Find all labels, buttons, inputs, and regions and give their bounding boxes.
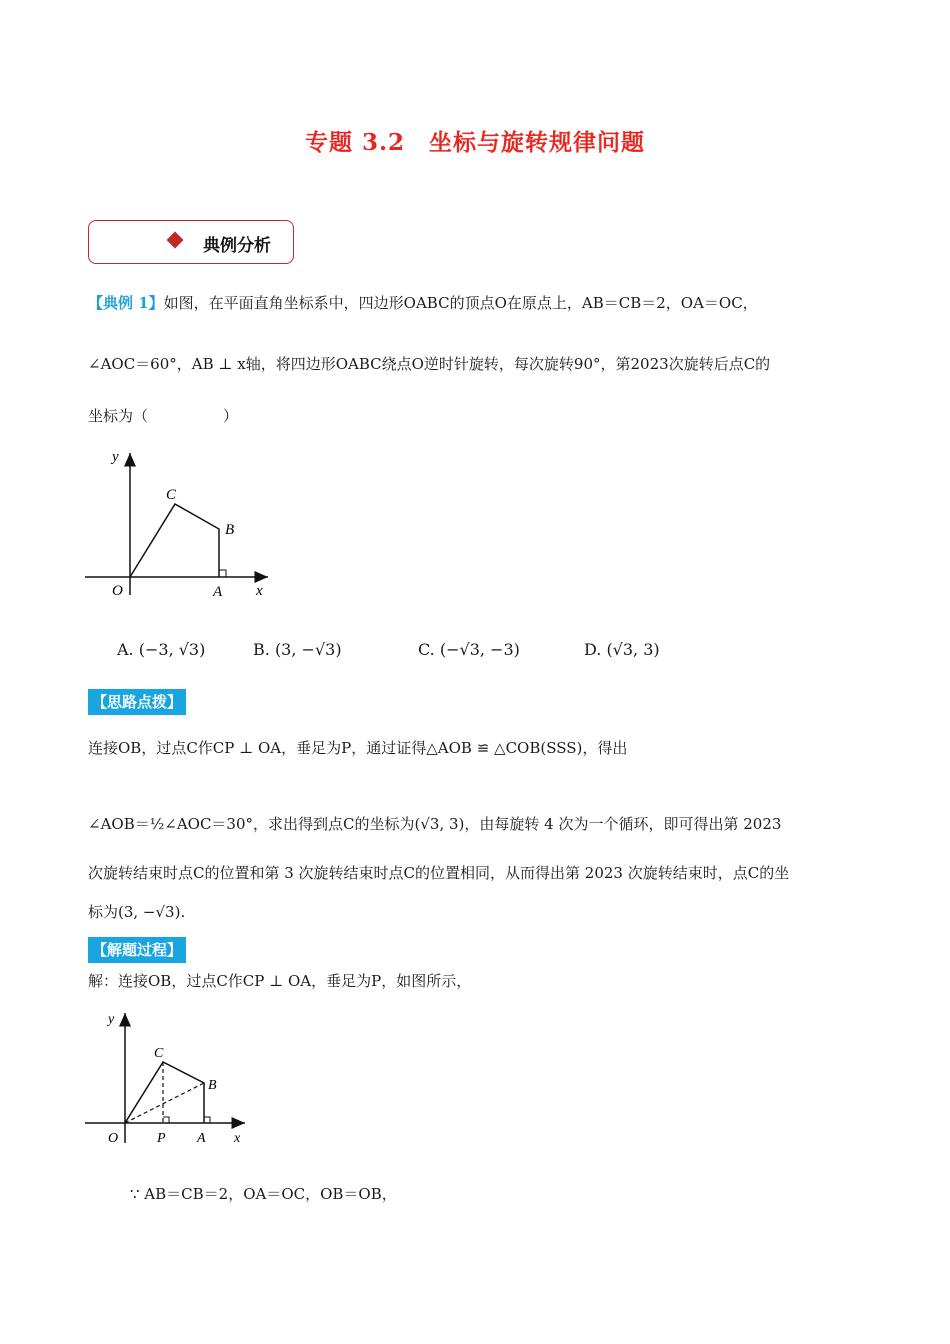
hint-line-4: 标为(3, −√3). — [88, 903, 186, 921]
quadrilateral-oabc — [130, 504, 219, 577]
label-c: C — [154, 1046, 164, 1061]
figure-2 — [80, 1005, 260, 1155]
hint-line-1: 连接OB，过点C作CP ⊥ OA，垂足为P，通过证得△AOB ≌ △COB(SSS)，得出 — [88, 739, 628, 757]
label-p: P — [157, 1131, 166, 1146]
hint-badge: 【思路点拨】 — [88, 689, 186, 715]
option-a-letter: A. — [117, 640, 134, 659]
right-angle-mark-a — [204, 1117, 210, 1123]
right-angle-mark-p — [163, 1117, 169, 1123]
right-angle-mark — [219, 570, 226, 577]
option-a[interactable] — [117, 640, 205, 659]
option-b[interactable] — [253, 640, 342, 659]
example-line-3: 坐标为（ ） — [88, 407, 239, 425]
label-x: x — [256, 583, 263, 599]
label-a: A — [213, 584, 223, 600]
option-b-letter: B. — [253, 640, 270, 659]
option-c-value: (−√3, −3) — [439, 640, 520, 659]
option-d[interactable] — [584, 640, 660, 659]
option-d-value: (√3, 3) — [606, 640, 660, 659]
option-c-letter: C. — [418, 640, 435, 659]
option-b-value: (3, −√3) — [274, 640, 342, 659]
section-label: 典例分析 — [203, 236, 271, 256]
label-o: O — [112, 583, 123, 599]
figure-1 — [80, 445, 280, 605]
solution-badge: 【解题过程】 — [88, 937, 186, 963]
quadrilateral-oabc — [125, 1062, 204, 1123]
solution-line-1: 解：连接OB，过点C作CP ⊥ OA，垂足为P，如图所示， — [88, 972, 472, 990]
example-line-2: ∠AOC＝60°，AB ⊥ x轴，将四边形OABC绕点O逆时针旋转，每次旋转90°，第2023次旋转后点C的 — [88, 355, 771, 373]
section-header — [88, 220, 294, 264]
option-d-letter: D. — [584, 640, 602, 659]
hint-line-2: ∠AOB＝½∠AOC＝30°，求出得到点C的坐标为(√3, 3)，由每旋转 4 次为一个循环，即可得出第 2023 — [88, 815, 782, 833]
diamond-icon — [167, 232, 184, 249]
label-y: y — [108, 1012, 115, 1027]
label-o: O — [108, 1131, 119, 1146]
example-text-1: 如图，在平面直角坐标系中，四边形OABC的顶点O在原点上，AB＝CB＝2，OA＝OC， — [163, 294, 758, 312]
option-c[interactable] — [418, 640, 520, 659]
label-a: A — [197, 1131, 206, 1146]
label-c: C — [166, 487, 177, 503]
example-tag: 【典例 1】 — [88, 294, 164, 312]
label-b: B — [225, 522, 235, 538]
label-x: x — [234, 1131, 241, 1146]
page-title: 专题 3.2 坐标与旋转规律问题 — [304, 129, 646, 156]
label-b: B — [208, 1078, 217, 1093]
example-line-1 — [88, 292, 758, 314]
label-y: y — [112, 449, 119, 465]
solution-line-2: ∵ AB＝CB＝2，OA＝OC，OB＝OB， — [130, 1185, 397, 1203]
hint-line-3: 次旋转结束时点C的位置和第 3 次旋转结束时点C的位置相同，从而得出第 2023 次旋转结束时，点C的坐 — [88, 864, 790, 882]
option-a-value: (−3, √3) — [138, 640, 206, 659]
